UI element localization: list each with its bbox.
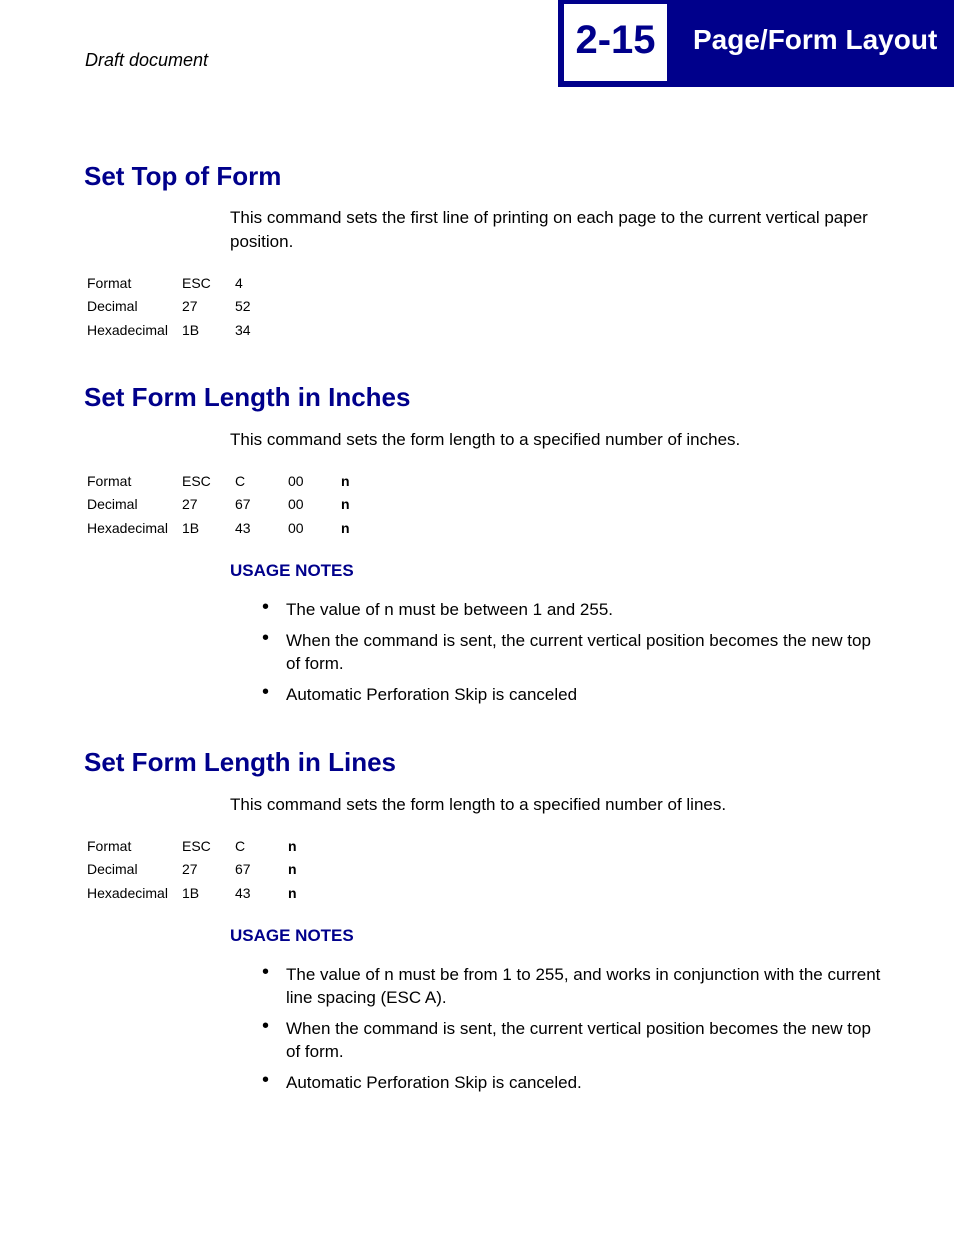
table-cell: Hexadecimal xyxy=(87,519,168,536)
section-description: This command sets the form length to a specified number of inches. xyxy=(230,430,741,449)
table-row xyxy=(85,516,350,540)
note-text: The value of n must be between 1 and 255. xyxy=(286,600,614,619)
table-row xyxy=(85,469,350,493)
section-description: This command sets the first line of printing on each page to the current vertical paper position. xyxy=(230,208,868,251)
table-row xyxy=(85,271,288,295)
table-cell: Decimal xyxy=(87,861,138,878)
section-heading-set-top-of-form: Set Top of Form xyxy=(84,161,282,191)
bullet-icon: • xyxy=(262,961,270,983)
table-row xyxy=(85,493,350,517)
section-description: This command sets the form length to a specified number of lines. xyxy=(230,795,727,814)
table-row xyxy=(85,318,288,342)
list-item xyxy=(262,598,882,621)
table-cell: 00 xyxy=(288,519,304,536)
note-text: Automatic Perforation Skip is canceled. xyxy=(286,1073,582,1092)
table-row xyxy=(85,858,297,882)
note-text: The value of n must be from 1 to 255, and works in conjunction with the current line spacing (ESC A). xyxy=(286,965,881,1007)
bullet-icon: • xyxy=(262,1069,270,1091)
table-cell: 27 xyxy=(182,496,198,513)
command-table-set-form-length-lines xyxy=(85,834,297,905)
draft-note: Draft document xyxy=(85,50,209,70)
command-table-set-form-length-inches xyxy=(85,469,350,540)
list-item xyxy=(262,1071,882,1094)
table-cell: Decimal xyxy=(87,496,138,513)
table-cell: ESC xyxy=(182,837,211,854)
table-cell: C xyxy=(235,472,246,489)
note-text: When the command is sent, the current vertical position becomes the new top of form. xyxy=(286,1019,871,1061)
table-cell: Format xyxy=(87,274,132,291)
page-title: Page/Form Layout xyxy=(693,24,938,55)
table-cell: n xyxy=(341,496,350,513)
table-cell: 4 xyxy=(235,274,243,291)
table-cell: 43 xyxy=(235,884,251,901)
bullet-icon: • xyxy=(262,681,270,703)
table-cell: 00 xyxy=(288,472,304,489)
table-cell: ESC xyxy=(182,472,211,489)
table-cell: Format xyxy=(87,837,132,854)
table-cell: 43 xyxy=(235,519,251,536)
table-cell: ESC xyxy=(182,274,211,291)
usage-notes-list xyxy=(262,963,882,1102)
table-cell: 67 xyxy=(235,861,251,878)
page-header-banner xyxy=(558,0,954,87)
usage-notes-heading: USAGE NOTES xyxy=(230,926,354,945)
table-row xyxy=(85,295,288,319)
table-cell: 27 xyxy=(182,298,198,315)
command-table-set-top-of-form xyxy=(85,271,288,342)
table-cell: 1B xyxy=(182,884,200,901)
table-cell: Decimal xyxy=(87,298,138,315)
table-cell: n xyxy=(341,472,350,489)
table-cell: 67 xyxy=(235,496,251,513)
table-row xyxy=(85,881,297,905)
page-number-box xyxy=(564,4,667,81)
table-cell: n xyxy=(288,861,297,878)
usage-notes-heading: USAGE NOTES xyxy=(230,561,354,580)
usage-notes-list xyxy=(262,598,882,714)
table-cell: n xyxy=(288,884,297,901)
table-cell: 52 xyxy=(235,298,251,315)
table-cell: 1B xyxy=(182,519,200,536)
table-cell: C xyxy=(235,837,246,854)
table-cell: n xyxy=(341,519,350,536)
page-number: 2-15 xyxy=(575,18,656,62)
bullet-icon: • xyxy=(262,1015,270,1037)
table-cell: 34 xyxy=(235,321,251,338)
bullet-icon: • xyxy=(262,596,270,618)
section-heading-set-form-length-inches: Set Form Length in Inches xyxy=(84,382,411,412)
list-item xyxy=(262,963,882,1009)
table-cell: Format xyxy=(87,472,132,489)
table-cell: 27 xyxy=(182,861,198,878)
table-cell: n xyxy=(288,837,297,854)
note-text: Automatic Perforation Skip is canceled xyxy=(286,685,578,704)
bullet-icon: • xyxy=(262,627,270,649)
section-heading-set-form-length-lines: Set Form Length in Lines xyxy=(84,747,397,777)
list-item xyxy=(262,683,882,706)
table-cell: Hexadecimal xyxy=(87,884,168,901)
table-cell: 00 xyxy=(288,496,304,513)
list-item xyxy=(262,1017,882,1063)
note-text: When the command is sent, the current vertical position becomes the new top of form. xyxy=(286,631,871,673)
table-row xyxy=(85,834,297,858)
table-cell: Hexadecimal xyxy=(87,321,168,338)
list-item xyxy=(262,629,882,675)
table-cell: 1B xyxy=(182,321,200,338)
